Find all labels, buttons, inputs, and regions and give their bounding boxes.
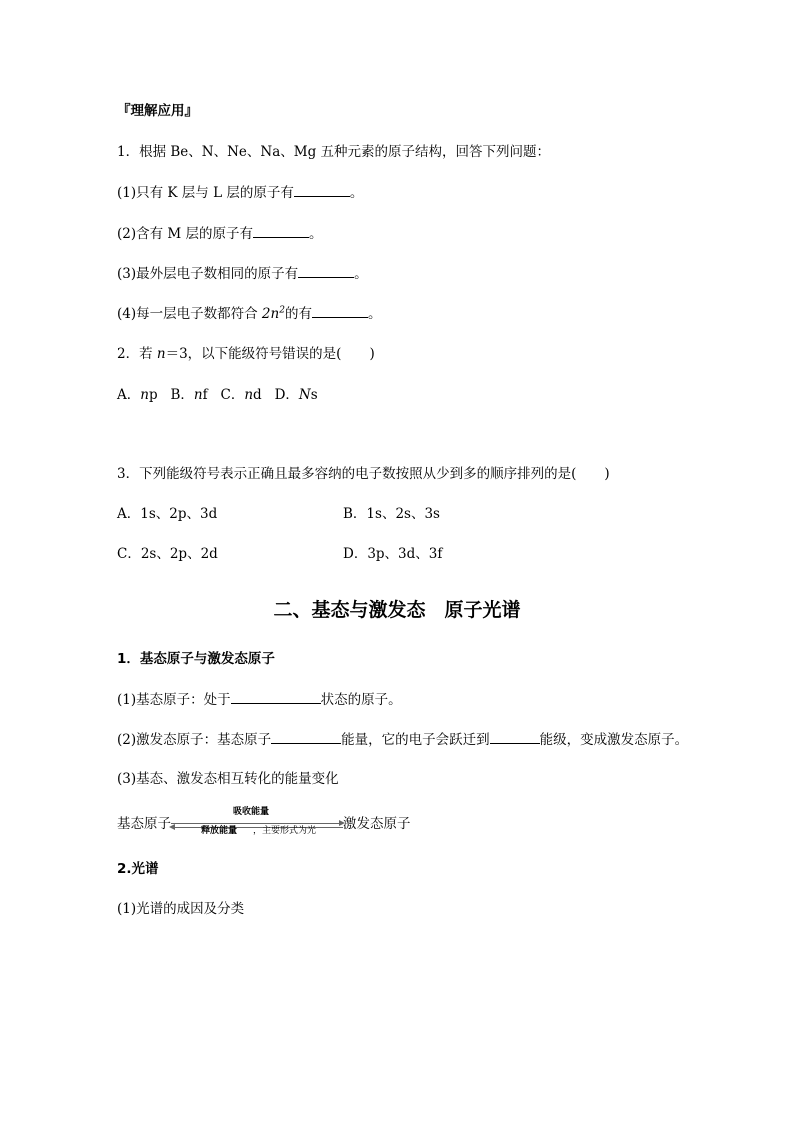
- q3-options-row2: [117, 545, 443, 563]
- q3-stem: 3．下列能级符号表示正确且最多容纳的电子数按照从少到多的顺序排列的是( ): [117, 466, 610, 482]
- state-conversion: 基态原子 吸收能量 释放能量 ，主要形式为光 激发态原子: [117, 806, 411, 836]
- answer-blank[interactable]: [294, 183, 350, 197]
- formula: $2n^2$: [261, 305, 285, 322]
- section-label: 『理解应用』: [117, 103, 198, 119]
- answer-blank[interactable]: [490, 730, 540, 744]
- answer-blank[interactable]: [253, 224, 309, 238]
- q1-part2: (2)含有 M 层的原子有 。: [117, 226, 323, 242]
- energy-change-heading: (3)基态、激发态相互转化的能量变化: [117, 771, 339, 787]
- excited-state-definition: (2)激发态原子：基态原子 能量，它的电子会跃迁到 能级，变成激发态原子。: [117, 732, 689, 748]
- subsection-title: 1．基态原子与激发态原子: [117, 651, 275, 667]
- option-d[interactable]: D．Ns: [274, 387, 318, 403]
- q1-part4: (4)每一层电子数都符合 $2n^2$的有 。: [117, 305, 382, 322]
- reversible-arrow: 吸收能量 释放能量 ，主要形式为光: [171, 816, 343, 834]
- option-a[interactable]: A．np: [117, 387, 158, 403]
- section-title: 二、基态与激发态 原子光谱: [273, 599, 521, 621]
- option-a[interactable]: A．1s、2p、3d: [117, 506, 218, 522]
- q1-stem: 1．根据 Be、N、Ne、Na、Mg 五种元素的原子结构，回答下列问题：: [117, 144, 551, 160]
- answer-blank[interactable]: [312, 304, 368, 318]
- answer-blank[interactable]: [271, 730, 341, 744]
- subsection-title: 2.光谱: [117, 861, 159, 877]
- arrow-right-icon: [339, 820, 345, 826]
- option-b[interactable]: B．1s、2s、3s: [343, 506, 440, 522]
- option-c[interactable]: C．2s、2p、2d: [117, 546, 218, 562]
- q2-stem: 2．若 n＝3，以下能级符号错误的是( ): [117, 346, 375, 362]
- option-c[interactable]: C．nd: [220, 387, 262, 403]
- arrow-left-icon: [169, 824, 175, 830]
- q1-part1: (1)只有 K 层与 L 层的原子有 。: [117, 185, 364, 201]
- q3-options-row1: [117, 505, 440, 523]
- ground-state-definition: (1)基态原子：处于 状态的原子。: [117, 692, 402, 708]
- q1-part3: (3)最外层电子数相同的原子有 。: [117, 266, 368, 282]
- answer-blank[interactable]: [298, 264, 354, 278]
- option-d[interactable]: D．3p、3d、3f: [343, 546, 443, 562]
- q2-options: [117, 386, 318, 404]
- answer-blank[interactable]: [231, 690, 321, 704]
- spectrum-cause-heading: (1)光谱的成因及分类: [117, 901, 245, 917]
- option-b[interactable]: B．nf: [170, 387, 208, 403]
